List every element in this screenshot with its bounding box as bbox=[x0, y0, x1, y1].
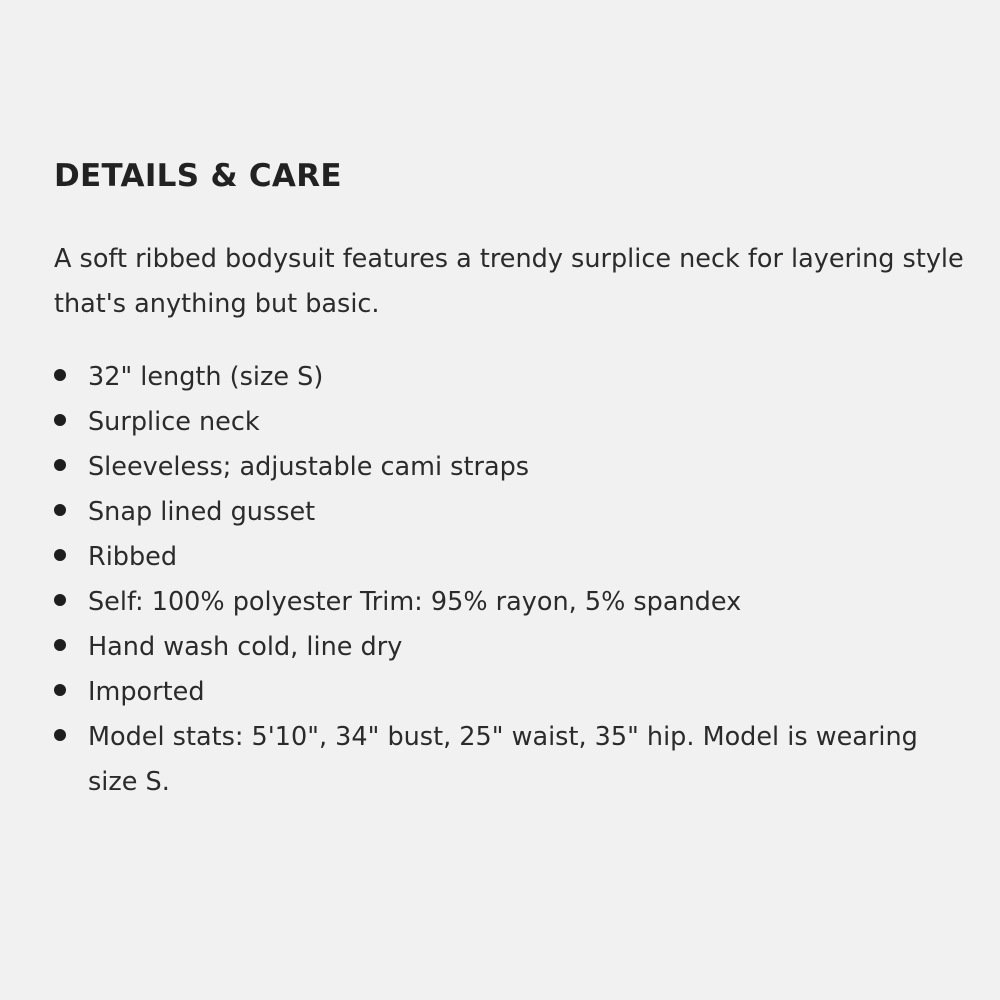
list-item bbox=[54, 625, 934, 670]
bullet-icon bbox=[54, 459, 66, 471]
detail-text: 32" length (size S) bbox=[88, 362, 324, 392]
detail-text: Ribbed bbox=[88, 542, 178, 572]
bullet-icon bbox=[54, 594, 66, 606]
list-item bbox=[54, 445, 934, 490]
bullet-icon bbox=[54, 639, 66, 651]
list-item bbox=[54, 490, 934, 535]
detail-text: Imported bbox=[88, 677, 205, 707]
detail-text: Snap lined gusset bbox=[88, 497, 316, 527]
list-item bbox=[54, 580, 934, 625]
product-description: A soft ribbed bodysuit features a trendy surplice neck for layering style that's anything but basic. bbox=[54, 244, 964, 319]
list-item bbox=[54, 355, 934, 400]
bullet-icon bbox=[54, 504, 66, 516]
list-item bbox=[54, 535, 934, 580]
bullet-icon bbox=[54, 549, 66, 561]
bullet-icon bbox=[54, 369, 66, 381]
bullet-icon bbox=[54, 414, 66, 426]
detail-text: Model stats: 5'10", 34" bust, 25" waist, 35" hip. Model is wearing size S. bbox=[88, 722, 918, 797]
detail-text: Hand wash cold, line dry bbox=[88, 632, 403, 662]
details-list bbox=[54, 355, 934, 805]
bullet-icon bbox=[54, 684, 66, 696]
detail-text: Self: 100% polyester Trim: 95% rayon, 5% spandex bbox=[88, 587, 742, 617]
list-item bbox=[54, 670, 934, 715]
bullet-icon bbox=[54, 729, 66, 741]
detail-text: Surplice neck bbox=[88, 407, 260, 437]
detail-text: Sleeveless; adjustable cami straps bbox=[88, 452, 530, 482]
list-item bbox=[54, 400, 934, 445]
list-item bbox=[54, 715, 934, 805]
section-heading: DETAILS & CARE bbox=[54, 158, 342, 194]
